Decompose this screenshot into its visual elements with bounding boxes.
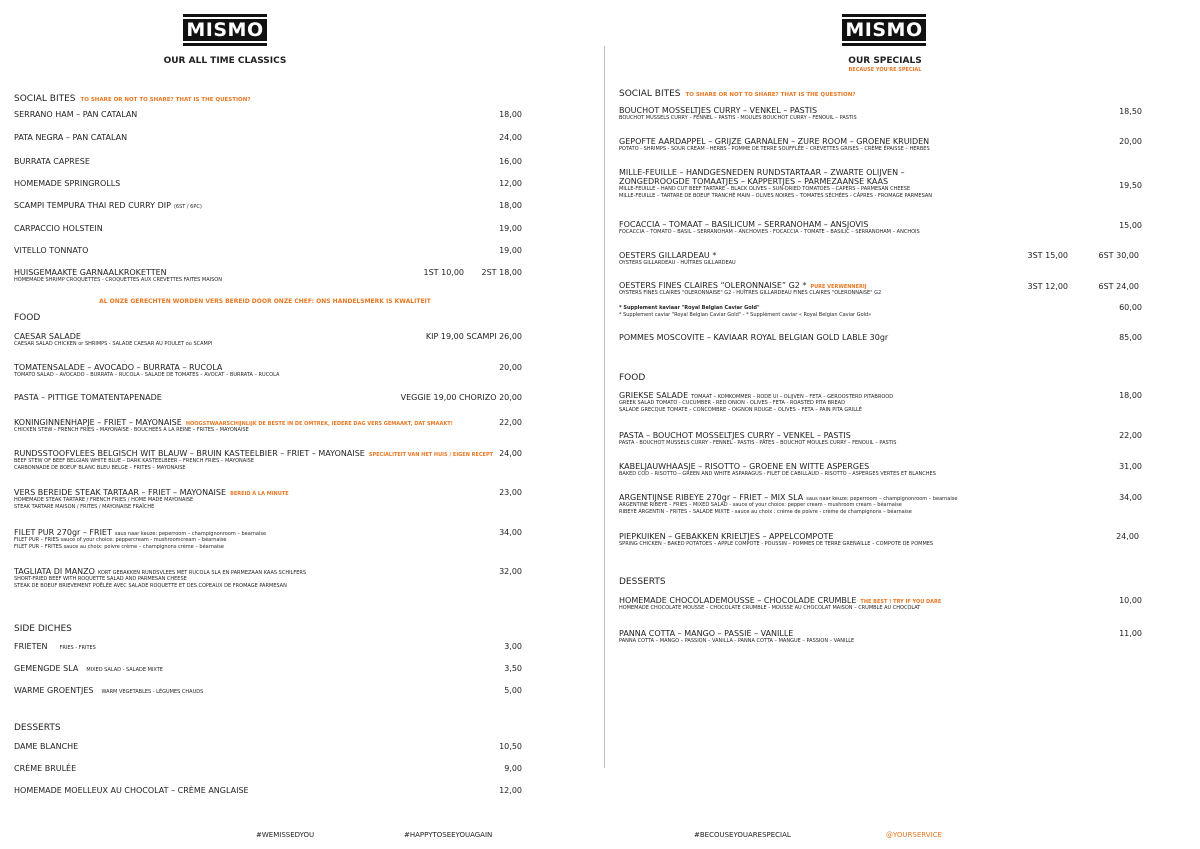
item-translation: OYSTERS FINES CLAIRES "OLERONNAISE" G2 - HUÎTRES GILLARDEAU FINES CLAIRES "OLERONNAISE" G2	[619, 290, 882, 296]
item-accent: SPECIALITEIT VAN HET HUIS / EIGEN RECEPT	[368, 452, 494, 458]
menu-item	[14, 786, 249, 795]
item-note: WARM VEGETABLES - LÉGUMES CHAUDS	[101, 689, 204, 695]
right-logo	[842, 14, 926, 46]
item-accent: HOOGSTWAARSCHIJNLIJK DE BESTE IN DE OMTREK, IEDERE DAG VERS GEMAAKT, DAT SMAAKT!	[185, 421, 453, 427]
right-page-title: OUR SPECIALS	[848, 56, 922, 66]
menu-item	[14, 418, 453, 434]
item-name-line2: ZONGEDROOGDE TOMAATJES – KAPPERTJES – PARMEZAANSE KAAS	[619, 177, 889, 186]
menu-item	[14, 363, 279, 379]
item-name: HOMEMADE SPRINGROLLS	[14, 179, 121, 188]
item-translation: SHORT-FRIED BEEF WITH ROQUETTE SALAD AND PARMESAN CHEESE	[14, 576, 187, 582]
menu-item	[14, 268, 222, 284]
item-price: 24,00	[1116, 532, 1139, 541]
item-note: saus naar keuze: peperroom – champignonroom – bearnaise	[806, 496, 958, 502]
menu-item	[619, 333, 888, 342]
menu-item	[14, 567, 306, 590]
menu-item	[14, 110, 137, 119]
at-your-service-tag: @YOURSERVICE	[886, 831, 942, 839]
item-name: WARME GROENTJES	[14, 686, 94, 695]
menu-item	[619, 168, 932, 200]
item-accent: BEREID À LA MINUTE	[230, 491, 289, 497]
item-price: 31,00	[1119, 462, 1142, 471]
left-food-heading	[14, 313, 40, 323]
item-name: HUISGEMAAKTE GARNAALKROKETTEN	[14, 268, 167, 277]
item-price: 18,00	[499, 201, 522, 210]
menu-item	[14, 642, 96, 651]
item-price: VEGGIE 19,00 CHORIZO 20,00	[400, 393, 522, 402]
item-name: MILLE-FEUILLE – HANDGESNEDEN RUNDSTARTAAR – ZWARTE OLIJVEN –	[619, 168, 905, 177]
item-option-price: 6ST 30,00	[1098, 251, 1139, 260]
right-logo-text: MISMO	[845, 18, 923, 41]
right-social-bites-heading	[619, 89, 856, 99]
left-social-bites-heading	[14, 94, 251, 104]
item-price: 32,00	[499, 567, 522, 576]
item-name: PATA NEGRA – PAN CATALAN	[14, 133, 128, 142]
section-title: FOOD	[619, 373, 646, 383]
item-price: 15,00	[1119, 221, 1142, 230]
item-name: PANNA COTTA – MANGO – PASSIE – VANILLE	[619, 629, 794, 638]
item-translation: FOCACCIA – TOMATO – BASIL – SERRANOHAM – ANCHOVIES - FOCACCIA – TOMATE – BASILIC – SERRANOHAM – ANCHOIS	[619, 229, 920, 235]
item-price: 85,00	[1119, 333, 1142, 342]
item-name: POMMES MOSCOVITE – KAVIAAR ROYAL BELGIAN GOLD LABLE 30gr	[619, 333, 889, 342]
quality-notice: AL ONZE GERECHTEN WORDEN VERS BEREID DOOR ONZE CHEF: ONS HANDELSMERK IS KWALITEIT	[99, 298, 431, 305]
item-name: BURRATA CAPRESE	[14, 157, 90, 166]
item-price: KIP 19,00 SCAMPI 26,00	[425, 332, 522, 341]
item-name: KABELJAUWHAASJE – RISOTTO – GROENE EN WITTE ASPERGES	[619, 462, 870, 471]
section-title: SOCIAL BITES	[14, 94, 76, 104]
item-translation: HOMEMADE SHRIMP CROQUETTES - CROQUETTES AUX CREVETTES FAITES MAISON	[14, 277, 222, 283]
item-name: DAME BLANCHE	[14, 742, 79, 751]
menu-item	[14, 764, 76, 773]
item-translation: STEAK TARTARE MAISON / FRITES / MAYONAISE FRAÎCHE	[14, 504, 155, 510]
item-translation: BOUCHOT MUSSELS CURRY – FENNEL – PASTIS - MOULES BOUCHOT CURRY – FENOUIL – PASTIS	[619, 115, 857, 121]
menu-item	[619, 532, 933, 548]
item-price: 3,50	[504, 664, 522, 673]
menu-item	[14, 332, 212, 348]
menu-item	[14, 488, 289, 511]
menu-item	[619, 493, 957, 516]
menu-item	[14, 179, 120, 188]
item-price: 18,50	[1119, 107, 1142, 116]
section-title: SIDE DICHES	[14, 624, 72, 634]
item-note: (6ST / 6PC)	[173, 204, 202, 210]
menu-item	[14, 246, 88, 255]
item-price: 23,00	[499, 488, 522, 497]
menu-item	[619, 596, 941, 612]
section-title: SOCIAL BITES	[619, 89, 681, 99]
item-translation: RIBEYE ARGENTIN – FRITES – SALADE MIXTE - sauce au choix : crème de poivre - crème de champignons – béarnaise	[619, 509, 912, 515]
item-price: 20,00	[499, 363, 522, 372]
supplement-translation: * Supplement caviar "Royal Belgian Caviar Gold" - * Supplément caviar « Royal Belgian Caviar Gold»	[619, 312, 872, 318]
item-price: 5,00	[504, 686, 522, 695]
menu-item	[619, 391, 893, 414]
menu-item	[14, 449, 493, 472]
item-translation: POTATO - SHRIMPS - SOUR CREAM - HERBS - POMME DE TERRE SOUFFLÉE – CREVETTES GRISES – CRÈME ÉPAISSE – HERBES	[619, 146, 930, 152]
item-name: HOMEMADE CHOCOLADEMOUSSE – CHOCOLADE CRUMBLE	[619, 596, 857, 605]
menu-item	[14, 224, 103, 233]
right-page-subtitle: BECAUSE YOU'RE SPECIAL	[848, 67, 922, 73]
item-translation: SALADE GRECQUE TOMATE – CONCOMBRE – OIGNON ROUGE – OLIVES – FETA – PAIN PITA GRILLÉ	[619, 407, 862, 413]
menu-item	[619, 629, 854, 645]
section-title: DESSERTS	[619, 577, 666, 587]
item-price: 19,00	[499, 246, 522, 255]
item-option-price: 3ST 15,00	[1027, 251, 1068, 260]
item-price: 10,00	[1119, 596, 1142, 605]
item-name: GEMENGDE SLA	[14, 664, 79, 673]
item-translation: OYSTERS GILLARDEAU - HUÎTRES GILLARDEAU	[619, 260, 736, 266]
item-translation: BAKED COD – RISOTTO – GREEN AND WHITE ASPARAGUS - FILET DE CABILLAUD – RISOTTO – ASPERGES VERTES ET BLANCHES	[619, 471, 936, 477]
item-name: HOMEMADE MOELLEUX AU CHOCOLAT – CRÈME ANGLAISE	[14, 786, 249, 795]
section-accent: TO SHARE OR NOT TO SHARE? THAT IS THE QUESTION?	[685, 92, 856, 98]
menu-item	[14, 742, 78, 751]
item-note: TOMAAT – KOMKOMMER – RODE UI – OLIJVEN – FETA – GEROOSTERD PITABROOD	[691, 394, 894, 400]
item-note: MIXED SALAD - SALADE MIXTE	[86, 667, 163, 673]
item-option-price: 1ST 10,00	[423, 268, 464, 277]
item-name: FILET PUR 270gr – FRIET	[14, 528, 112, 537]
item-price: 22,00	[499, 418, 522, 427]
item-name: OESTERS FINES CLAIRES “OLERONNAISE” G2	[619, 281, 800, 290]
item-name: PASTA – PITTIGE TOMATENTAPENADE	[14, 393, 162, 402]
item-name: RUNDSSTOOFVLEES BELGISCH WIT BLAUW – BRUIN KASTEELBIER – FRIET – MAYONAISE	[14, 449, 365, 458]
item-translation: FILET PUR – FRITES sauce au choix: poivre crème – champignons crème – béarnaise	[14, 544, 224, 550]
menu-item	[14, 664, 163, 673]
item-name: GRIEKSE SALADE	[619, 391, 689, 400]
item-price: 34,00	[499, 528, 522, 537]
item-price: 19,50	[1119, 181, 1142, 190]
section-title: FOOD	[14, 313, 41, 323]
item-translation: HOMEMADE CHOCOLATE MOUSSE – CHOCOLATE CRUMBLE - MOUSSE AU CHOCOLAT MAISON – CRUMBLE AU CHOCOLAT	[619, 605, 921, 611]
left-side-dishes-heading	[14, 624, 72, 634]
left-logo	[183, 14, 267, 46]
item-price: 20,00	[1119, 137, 1142, 146]
item-name: FOCACCIA – TOMAAT – BASILICUM – SERRANOHAM – ANSJOVIS	[619, 220, 869, 229]
menu-item	[619, 251, 736, 267]
item-translation: PANNA COTTA – MANGO – PASSION – VANILLA - PANNA COTTA – MANGUE – PASSION – VANILLE	[619, 638, 855, 644]
section-title: DESSERTS	[14, 723, 61, 733]
menu-item	[619, 220, 920, 236]
right-food-heading	[619, 373, 645, 383]
item-note: saus naar keuze: peperroom – champignonroom – bearnaise	[114, 531, 267, 537]
item-price: 18,00	[1119, 391, 1142, 400]
item-name: CAESAR SALADE	[14, 332, 81, 341]
item-translation: CARBONNADE DE BOEUF BLANC BLEU BELGE – FRITES – MAYONAISE	[14, 465, 186, 471]
item-translation: TOMATO SALAD – AVOCADO – BURRATA – RUCOLA - SALADE DE TOMATES – AVOCAT – BURRATA – RUCOLA	[14, 372, 280, 378]
menu-item	[14, 393, 162, 402]
menu-item	[14, 133, 127, 142]
item-name: TAGLIATA DI MANZO	[14, 567, 95, 576]
item-note: KORT GEBAKKEN RUNDSVLEES MET RUCOLA SLA EN PARMEZAAN KAAS SCHILFERS	[97, 570, 307, 576]
menu-item	[14, 157, 90, 166]
item-name: PASTA – BOUCHOT MOSSELTJES CURRY – VENKEL – PASTIS	[619, 431, 851, 440]
item-name: ARGENTIJNSE RIBEYE 270gr – FRIET – MIX SLA	[619, 493, 804, 502]
item-translation: GREEK SALAD TOMATO - CUCUMBER - RED ONION - OLIVES - FETA - ROASTED PITA BREAD	[619, 400, 845, 406]
item-translation: MILLE-FEUILLE – TARTARE DE BOEUF TRANCHÉ MAIN – OLIVES NOIRES – TOMATES SÉCHÉES - CÂPRES - FROMAGE PARMESAN	[619, 193, 932, 199]
menu-item	[619, 106, 857, 122]
item-option-price: 6ST 24,00	[1098, 282, 1139, 291]
item-price: 16,00	[499, 157, 522, 166]
section-accent: TO SHARE OR NOT TO SHARE? THAT IS THE QUESTION?	[80, 97, 251, 103]
item-name: BOUCHOT MOSSELTJES CURRY – VENKEL – PASTIS	[619, 106, 818, 115]
item-translation: STEAK DE BOEUF BRIEVEMENT POÊLÉE AVEC SALADE ROQUETTE ET DES COPEAUX DE FROMAGE PARMESAN	[14, 583, 287, 589]
item-mark: *	[712, 251, 717, 260]
menu-item	[619, 281, 881, 297]
item-name: SERRANO HAM – PAN CATALAN	[14, 110, 138, 119]
item-name: CARPACCIO HOLSTEIN	[14, 224, 103, 233]
item-price: 22,00	[1119, 431, 1142, 440]
hashtag-we-missed-you: #WEMISSEDYOU	[256, 831, 315, 839]
item-option-price: 2ST 18,00	[481, 268, 522, 277]
item-name: SCAMPI TEMPURA THAI RED CURRY DIP	[14, 201, 171, 210]
item-translation: ARGENTINE RIBEYE – FRIES – MIXED SALAD - sauce of your choice: pepper cream - mushroom cream – béarnaise	[619, 502, 902, 508]
item-name: GEPOFTE AARDAPPEL – GRIJZE GARNALEN – ZURE ROOM – GROENE KRUIDEN	[619, 137, 930, 146]
item-translation: CHICKEN STEW – FRENCH FRIES – MAYONAISE - BOUCHEES A LA REINE – FRITES – MAYONAISE	[14, 427, 249, 433]
item-accent: THE BEST ! TRY IF YOU DARE	[860, 599, 942, 605]
page-divider	[604, 46, 605, 768]
menu-item	[619, 431, 896, 447]
supplement-price: 60,00	[1119, 303, 1142, 312]
item-name: TOMATENSALADE – AVOCADO – BURRATA – RUCOLA	[14, 363, 223, 372]
item-accent: PURE VERWENNERIJ	[810, 284, 867, 290]
item-name: OESTERS GILLARDEAU	[619, 251, 710, 260]
item-translation: SPRING CHICKEN – BAKED POTATOES – APPLE COMPOTE - POUSSIN – POMMES DE TERRE GRENAILLE – COMPOTE DE POMMES	[619, 541, 934, 547]
left-page-title: OUR ALL TIME CLASSICS	[163, 56, 287, 66]
left-logo-text: MISMO	[186, 18, 264, 41]
item-translation: CAESAR SALAD CHICKEN or SHRIMPS - SALADE CAESAR AU POULET ou SCAMPI	[14, 341, 213, 347]
item-translation: HOMEMADE STEAK TARTARE / FRENCH FRIES / HOME MADE MAYONAISE	[14, 497, 194, 503]
item-price: 19,00	[499, 224, 522, 233]
item-translation: FILET PUR – FRIES sauce of your choice: peppercream - mushroomcream – béarnaise	[14, 537, 227, 543]
caviar-supplement	[619, 305, 871, 319]
item-mark: *	[802, 281, 807, 290]
right-desserts-heading	[619, 577, 666, 587]
item-name: FRIETEN	[14, 642, 48, 651]
item-price: 34,00	[1119, 493, 1142, 502]
item-price: 11,00	[1119, 629, 1142, 638]
item-price: 12,00	[499, 786, 522, 795]
item-translation: MILLE-FEUILLE – HAND CUT BEEF TARTARE – BLACK OLIVES – SUN-DRIED TOMATOES – CAPERS – PARMESAN CHEESE	[619, 186, 911, 192]
item-price: 18,00	[499, 110, 522, 119]
item-price: 12,00	[499, 179, 522, 188]
item-price: 3,00	[504, 642, 522, 651]
item-note: FRIES - FRITES	[59, 645, 96, 651]
hashtag-happy-to-see-you-again: #HAPPYTOSEEYOUAGAIN	[404, 831, 493, 839]
menu-item	[14, 686, 203, 695]
item-translation: PASTA - BOUCHOT MUSSELS CURRY - FENNEL - PASTIS - PÂTES – BOUCHOT MOULES CURRY – FENOUIL – PASTIS	[619, 440, 897, 446]
hashtag-because-you-are-special: #BECOUSEYOUARESPECIAL	[694, 831, 791, 839]
supplement-line: * Supplement kaviaar "Royal Belgian Caviar Gold"	[619, 305, 760, 311]
menu-item	[619, 462, 936, 478]
item-price: 24,00	[499, 133, 522, 142]
menu-item	[14, 528, 266, 551]
item-name: VERS BEREIDE STEAK TARTAAR – FRIET – MAYONAISE	[14, 488, 227, 497]
item-price: 10,50	[499, 742, 522, 751]
menu-item	[619, 137, 930, 153]
left-desserts-heading	[14, 723, 61, 733]
item-name: VITELLO TONNATO	[14, 246, 89, 255]
item-name: KONINGINNENHAPJE – FRIET – MAYONAISE	[14, 418, 182, 427]
menu-item	[14, 201, 202, 210]
item-option-price: 3ST 12,00	[1027, 282, 1068, 291]
item-name: CRÈME BRULÉE	[14, 764, 77, 773]
item-name: PIEPKUIKEN – GEBAKKEN KRIELTJES – APPELCOMPOTE	[619, 532, 834, 541]
item-price: 9,00	[504, 764, 522, 773]
item-translation: BEEF STEW OF BEEF BELGIAN WHITE BLUE – DARK KASTEELBEER – FRENCH FRIES – MAYONAISE	[14, 458, 254, 464]
item-price: 24,00	[499, 449, 522, 458]
